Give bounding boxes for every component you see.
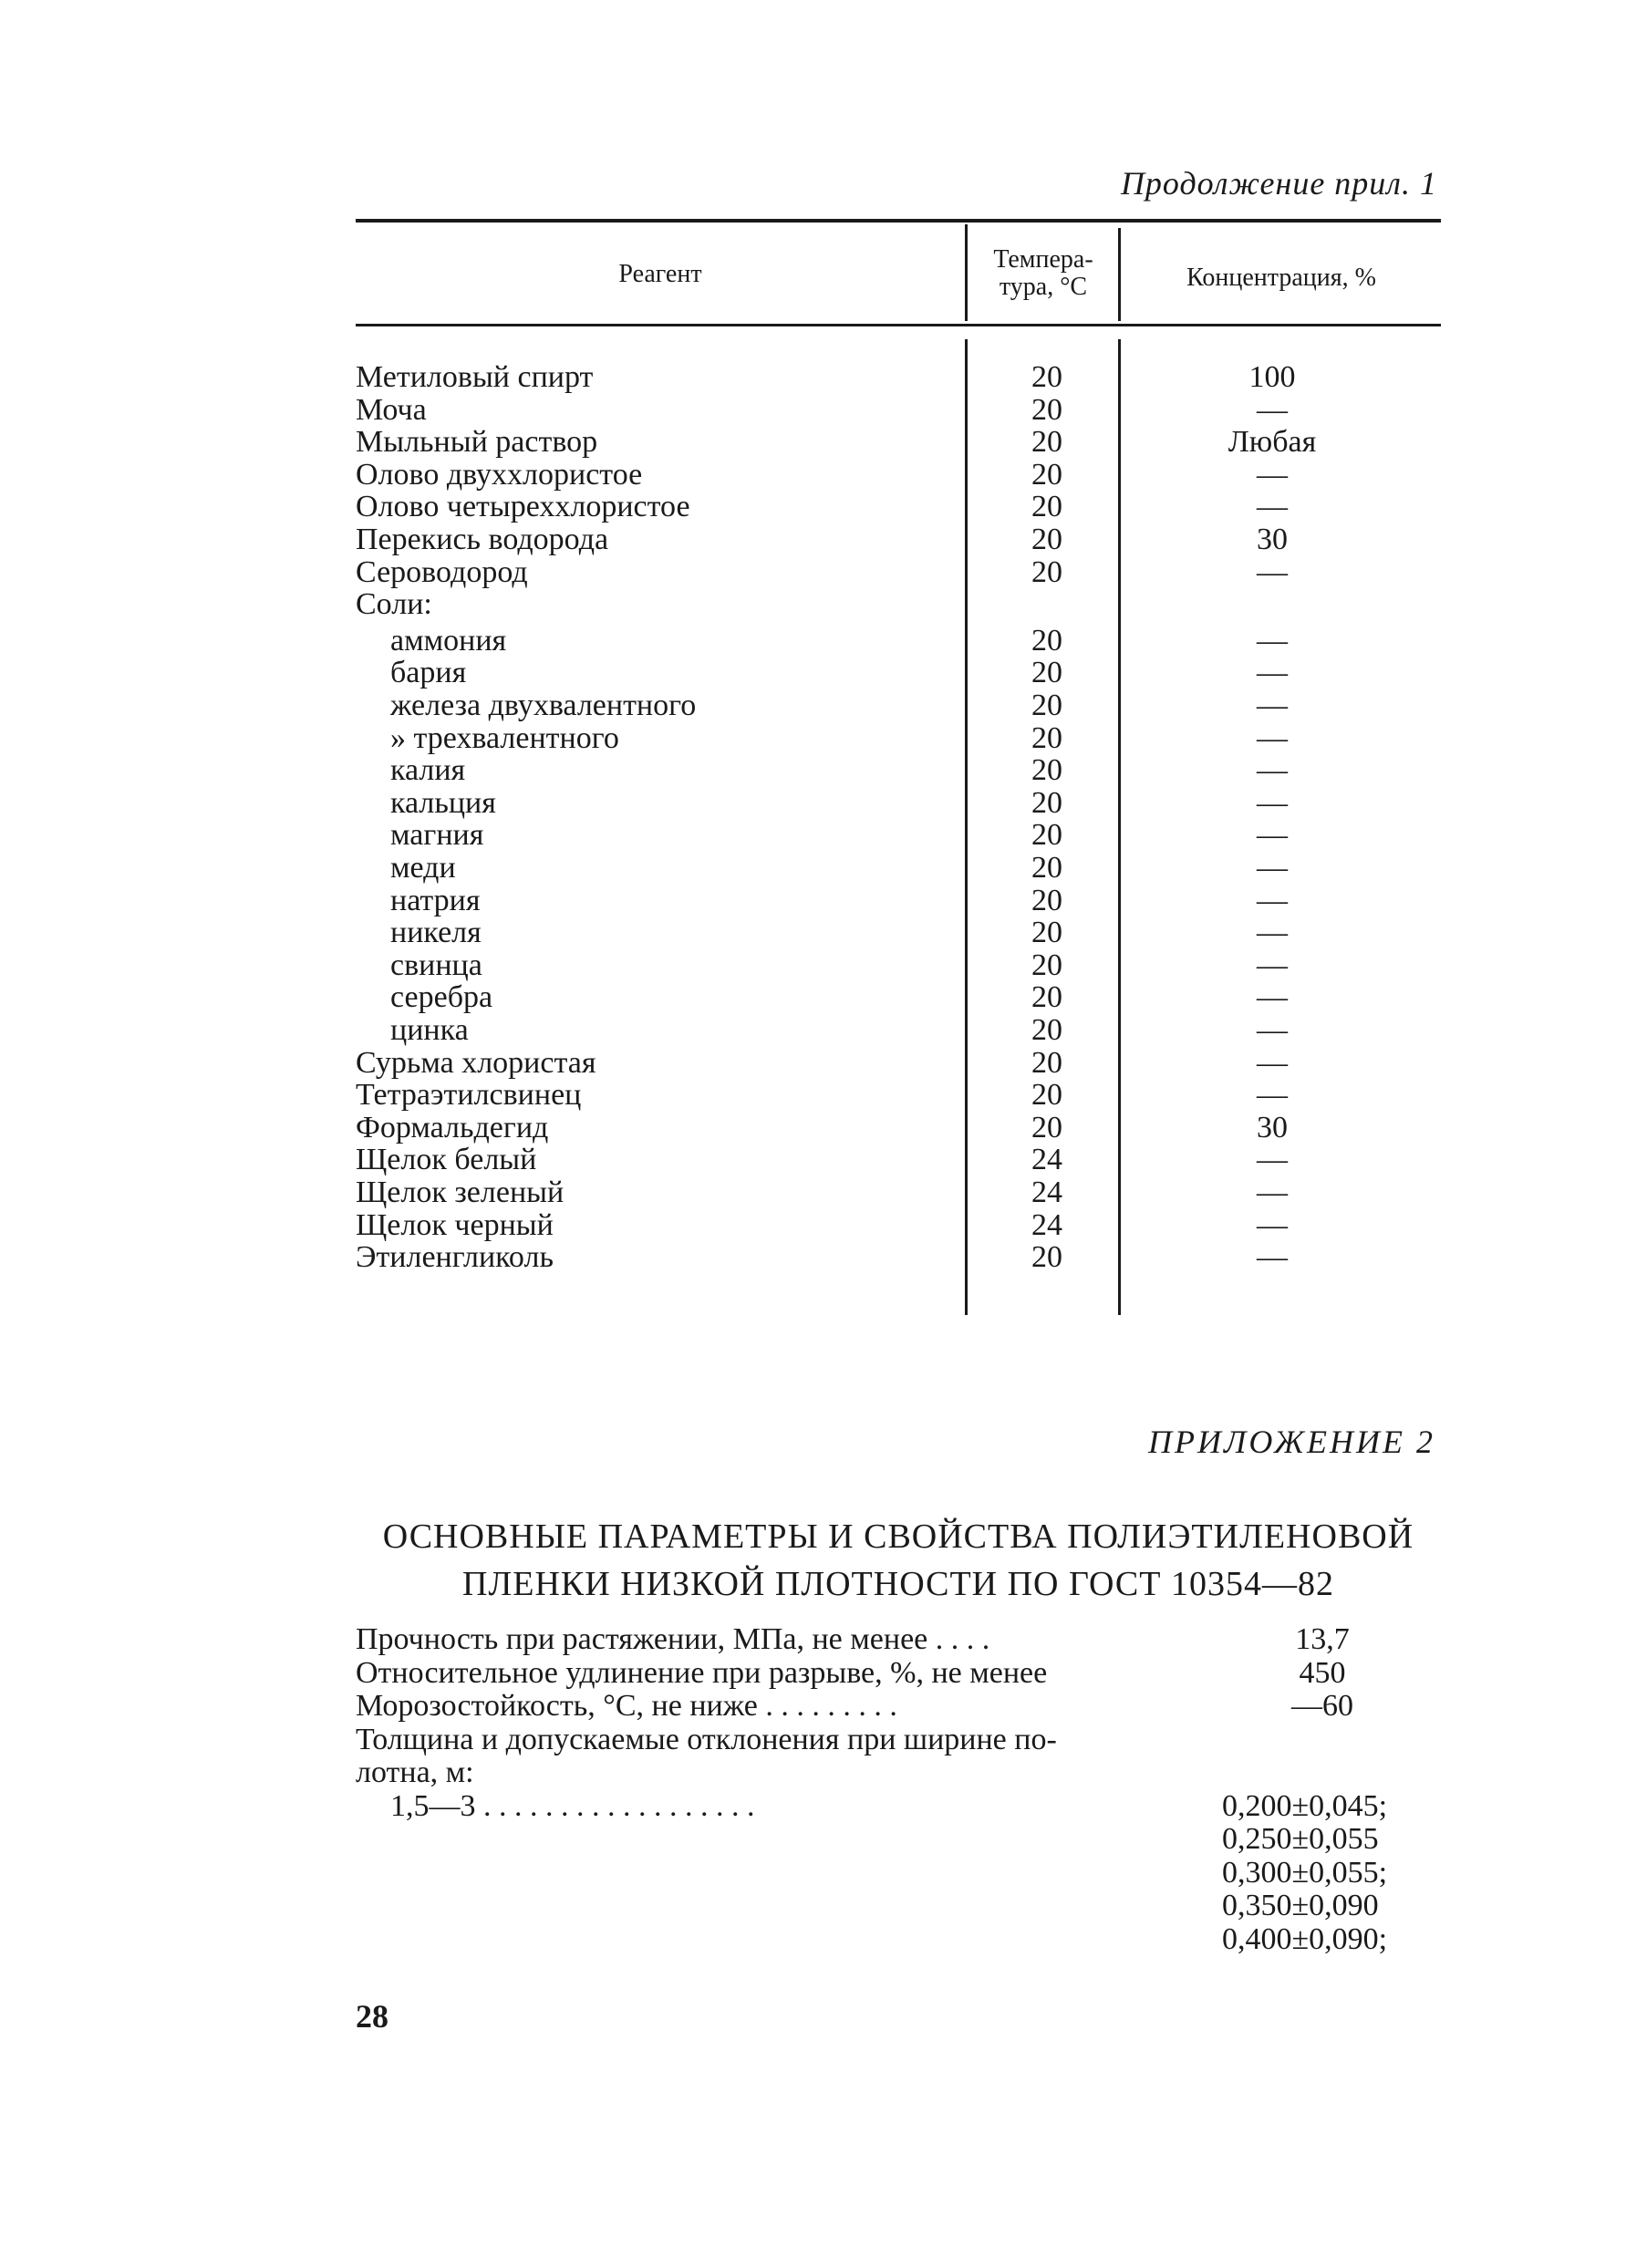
table-cell-temperature: 20 bbox=[1031, 818, 1062, 853]
page-number: 28 bbox=[356, 1998, 388, 2035]
table-cell-temperature: 20 bbox=[1031, 425, 1062, 460]
table-cell-concentration: — bbox=[1257, 720, 1288, 755]
table-cell-concentration: — bbox=[1257, 980, 1288, 1015]
table-cell-concentration: 100 bbox=[1248, 360, 1296, 394]
appendix-label: ПРИЛОЖЕНИЕ 2 bbox=[1148, 1424, 1435, 1460]
table-cell-concentration: — bbox=[1257, 785, 1288, 820]
table-cell-reagent: Формальдегид bbox=[356, 1110, 549, 1144]
table-cell-reagent: Олово двуххлористое bbox=[356, 457, 643, 492]
table-cell-concentration: — bbox=[1257, 623, 1288, 658]
table-cell-concentration: — bbox=[1257, 948, 1288, 982]
table-cell-reagent: серебра bbox=[390, 980, 493, 1015]
table-cell-temperature: 20 bbox=[1031, 523, 1062, 556]
table-cell-concentration: — bbox=[1257, 392, 1288, 427]
table-cell-concentration: — bbox=[1257, 753, 1288, 788]
property-value: 0,250±0,055 bbox=[1222, 1822, 1379, 1856]
table-cell-reagent: свинца bbox=[390, 948, 482, 982]
table-cell-concentration: 30 bbox=[1257, 1110, 1288, 1144]
property-value: 0,350±0,090 bbox=[1222, 1889, 1379, 1922]
table-cell-concentration: — bbox=[1257, 1078, 1288, 1113]
table-cell-temperature: 20 bbox=[1031, 1013, 1062, 1047]
table-cell-concentration: — bbox=[1257, 656, 1288, 690]
table-cell-reagent: Щелок белый bbox=[356, 1143, 537, 1177]
table-cell-temperature: 20 bbox=[1031, 392, 1062, 427]
table-header-reagent: Реагент bbox=[618, 260, 702, 288]
table-cell-temperature: 20 bbox=[1031, 1078, 1062, 1113]
table-cell-reagent: железа двухвалентного bbox=[390, 689, 697, 722]
table-cell-temperature: 20 bbox=[1031, 851, 1062, 885]
table-cell-concentration: Любая bbox=[1227, 425, 1317, 460]
table-cell-temperature: 20 bbox=[1031, 457, 1062, 492]
property-value: 0,400±0,090; bbox=[1222, 1921, 1388, 1956]
table-header-concentration: Концентрация, % bbox=[1186, 264, 1376, 292]
table-cell-concentration: — bbox=[1257, 916, 1288, 950]
table-cell-reagent: Мыльный раствор bbox=[356, 425, 598, 460]
table-cell-temperature: 20 bbox=[1031, 980, 1062, 1015]
table-cell-temperature: 20 bbox=[1031, 623, 1062, 658]
property-label: 1,5—3 . . . . . . . . . . . . . . . . . . bbox=[390, 1788, 755, 1823]
table-cell-concentration: — bbox=[1257, 1240, 1288, 1275]
table-cell-reagent: Метиловый спирт bbox=[356, 360, 594, 394]
table-cell-reagent: Соли: bbox=[356, 587, 432, 622]
table-cell-reagent: Сероводород bbox=[356, 554, 528, 589]
property-label: Прочность при растяжении, МПа, не менее . . . . bbox=[356, 1622, 990, 1656]
table-cell-concentration: — bbox=[1257, 689, 1288, 722]
table-cell-temperature: 20 bbox=[1031, 554, 1062, 589]
table-cell-reagent: цинка bbox=[390, 1013, 469, 1047]
table-column-divider-1 bbox=[965, 224, 968, 321]
table-cell-temperature: 20 bbox=[1031, 883, 1062, 917]
table-cell-temperature: 20 bbox=[1031, 656, 1062, 690]
table-cell-reagent: магния bbox=[390, 818, 484, 853]
table-cell-reagent: Сурьма хлористая bbox=[356, 1045, 596, 1080]
table-cell-reagent: аммония bbox=[390, 623, 507, 658]
property-label: Толщина и допускаемые отклонения при ширине по- bbox=[356, 1722, 1057, 1756]
table-cell-reagent: Этиленгликоль bbox=[356, 1240, 554, 1275]
table-cell-temperature: 20 bbox=[1031, 785, 1062, 820]
table-cell-reagent: никеля bbox=[390, 916, 482, 950]
table-column-divider-2 bbox=[1118, 228, 1121, 321]
table-cell-reagent: калия bbox=[390, 753, 466, 788]
table-cell-temperature: 24 bbox=[1031, 1207, 1062, 1242]
table-cell-reagent: Олово четыреххлористое bbox=[356, 490, 690, 524]
property-label: лотна, м: bbox=[356, 1755, 474, 1789]
appendix-title-line-1: ОСНОВНЫЕ ПАРАМЕТРЫ И СВОЙСТВА ПОЛИЭТИЛЕНОВОЙ bbox=[382, 1517, 1414, 1556]
property-value: 13,7 bbox=[1295, 1622, 1350, 1656]
table-cell-concentration: — bbox=[1257, 1175, 1288, 1209]
table-cell-reagent: Щелок зеленый bbox=[356, 1175, 565, 1209]
property-value: 0,200±0,045; bbox=[1222, 1788, 1388, 1823]
table-header-temperature: Темпера- тура, °С bbox=[993, 245, 1093, 301]
table-cell-reagent: Перекись водорода bbox=[356, 523, 609, 556]
table-cell-reagent: кальция bbox=[390, 785, 496, 820]
property-value: —60 bbox=[1291, 1689, 1353, 1723]
table-cell-temperature: 20 bbox=[1031, 1240, 1062, 1275]
appendix-title-line-2: ПЛЕНКИ НИЗКОЙ ПЛОТНОСТИ ПО ГОСТ 10354—82 bbox=[462, 1565, 1334, 1603]
property-label: Относительное удлинение при разрыве, %, не менее bbox=[356, 1655, 1048, 1690]
table-cell-reagent: Тетраэтилсвинец bbox=[356, 1078, 582, 1113]
property-value: 0,300±0,055; bbox=[1222, 1855, 1388, 1890]
table-cell-temperature: 20 bbox=[1031, 916, 1062, 950]
table-cell-temperature: 24 bbox=[1031, 1143, 1062, 1177]
table-cell-temperature: 20 bbox=[1031, 948, 1062, 982]
table-cell-concentration: — bbox=[1257, 1045, 1288, 1080]
table-cell-concentration: — bbox=[1257, 1207, 1288, 1242]
table-cell-temperature: 20 bbox=[1031, 1045, 1062, 1080]
table-cell-concentration: — bbox=[1257, 554, 1288, 589]
table-cell-reagent: меди bbox=[390, 851, 456, 885]
table-header-rule bbox=[356, 324, 1441, 326]
table-cell-temperature: 20 bbox=[1031, 360, 1062, 394]
table-cell-reagent: » трехвалентного bbox=[390, 720, 619, 755]
continuation-label: Продолжение прил. 1 bbox=[1120, 165, 1437, 202]
table-cell-temperature: 20 bbox=[1031, 689, 1062, 722]
table-cell-reagent: Моча bbox=[356, 392, 427, 427]
table-cell-concentration: — bbox=[1257, 457, 1288, 492]
table-cell-temperature: 20 bbox=[1031, 490, 1062, 524]
table-cell-concentration: — bbox=[1257, 490, 1288, 524]
table-cell-concentration: — bbox=[1257, 818, 1288, 853]
property-value: 450 bbox=[1299, 1655, 1346, 1690]
table-cell-reagent: бария bbox=[390, 656, 467, 690]
property-label: Морозостойкость, °С, не ниже . . . . . . . . . bbox=[356, 1689, 897, 1723]
table-cell-concentration: — bbox=[1257, 883, 1288, 917]
table-cell-concentration: — bbox=[1257, 1143, 1288, 1177]
table-cell-concentration: — bbox=[1257, 851, 1288, 885]
table-cell-concentration: — bbox=[1257, 1013, 1288, 1047]
table-cell-reagent: Щелок черный bbox=[356, 1207, 554, 1242]
table-cell-temperature: 20 bbox=[1031, 720, 1062, 755]
table-cell-temperature: 20 bbox=[1031, 753, 1062, 788]
table-cell-temperature: 24 bbox=[1031, 1175, 1062, 1209]
table-cell-reagent: натрия bbox=[390, 883, 481, 917]
table-top-rule bbox=[356, 219, 1441, 223]
table-cell-temperature: 20 bbox=[1031, 1110, 1062, 1144]
table-cell-concentration: 30 bbox=[1257, 523, 1288, 556]
